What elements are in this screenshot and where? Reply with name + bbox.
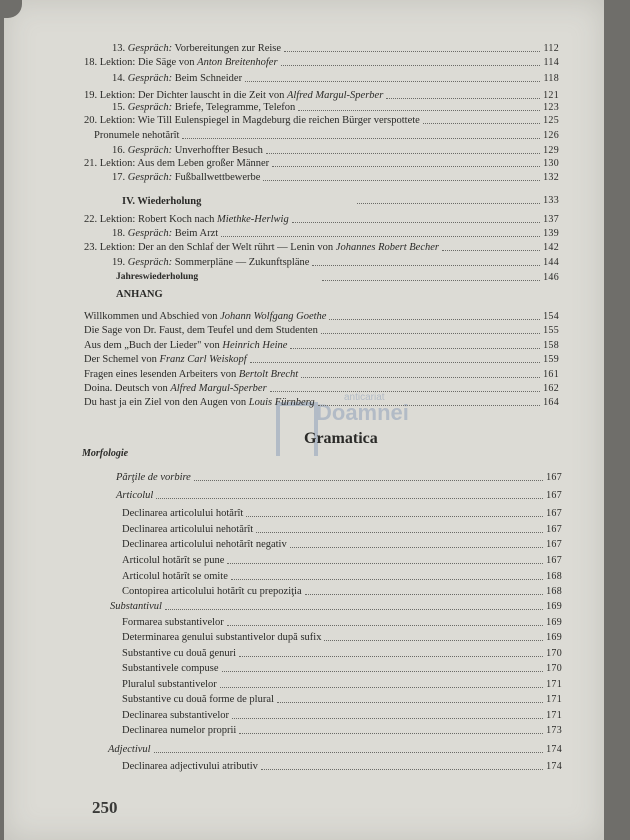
toc-entry-text: Articolul hotărît se pune xyxy=(122,555,225,566)
dot-leader xyxy=(227,625,543,626)
section-title-gramatica: Gramatica xyxy=(304,430,378,447)
dot-leader xyxy=(292,222,540,223)
watermark-brand: Doamnei xyxy=(316,400,409,425)
toc-page-number: 174 xyxy=(546,761,562,772)
toc-entry-text: Doina. Deutsch von xyxy=(84,383,171,394)
toc-entry-text: Declinarea articolului hotărît xyxy=(122,508,244,519)
toc-entry-italic: Gespräch: xyxy=(127,172,173,183)
dot-leader xyxy=(270,391,540,392)
toc-page-number: 167 xyxy=(546,524,562,535)
toc-entry xyxy=(116,472,562,484)
toc-entry xyxy=(112,228,559,240)
toc-entry-text: Contopirea articolului hotărît cu prepoziţia xyxy=(122,586,302,597)
toc-entry xyxy=(319,272,559,284)
dot-leader xyxy=(250,362,540,363)
dot-leader xyxy=(194,480,543,481)
toc-entry xyxy=(84,115,559,127)
toc-entry-title xyxy=(84,311,326,323)
toc-entry-text: 15. xyxy=(112,102,128,113)
toc-entry-title xyxy=(122,524,253,536)
toc-page-number: 114 xyxy=(543,57,559,68)
toc-entry-text-tail: Vorbereitungen zur Reise xyxy=(172,43,282,54)
dot-leader xyxy=(227,563,543,564)
toc-page-number: 174 xyxy=(546,744,562,755)
toc-entry-title xyxy=(84,325,318,337)
dot-leader xyxy=(290,348,540,349)
dot-leader xyxy=(182,138,540,139)
toc-entry xyxy=(84,242,559,254)
dot-leader xyxy=(423,123,540,124)
toc-entry-title xyxy=(122,586,302,598)
dot-leader xyxy=(324,640,543,641)
toc-page-number: 171 xyxy=(546,679,562,690)
table-of-contents xyxy=(4,0,604,840)
heading-anhang: ANHANG xyxy=(116,289,163,300)
toc-entry-italic: Părţile de vorbire xyxy=(116,472,191,483)
toc-page-number: 173 xyxy=(546,725,562,736)
toc-entry xyxy=(84,397,559,409)
dot-leader xyxy=(329,319,540,320)
toc-entry xyxy=(122,555,562,567)
toc-page-number: 162 xyxy=(543,383,559,394)
toc-entry-text: Declinarea adjectivului atributiv xyxy=(122,761,258,772)
toc-entry-text: 18. xyxy=(112,228,128,239)
toc-entry-title xyxy=(112,172,260,184)
toc-entry-title xyxy=(122,508,243,520)
toc-page-number: 167 xyxy=(546,555,562,566)
dot-leader xyxy=(261,769,543,770)
toc-entry-text-tail: Briefe, Telegramme, Telefon xyxy=(172,102,296,113)
toc-entry-italic: Anton Breitenhofer xyxy=(197,57,278,68)
toc-page-number: 161 xyxy=(543,369,559,380)
toc-entry-text: Declinarea articolului nehotărît negativ xyxy=(122,539,287,550)
toc-entry-title xyxy=(122,761,258,773)
toc-page-number: 164 xyxy=(543,397,559,408)
toc-entry-italic: Gespräch: xyxy=(127,73,173,84)
toc-page-number: 130 xyxy=(543,158,559,169)
dot-leader xyxy=(318,405,541,406)
toc-page-number: 167 xyxy=(546,490,562,501)
toc-page-number: 170 xyxy=(546,663,562,674)
toc-entry xyxy=(122,617,562,629)
toc-entry-italic: Alfred Margul-Sperber xyxy=(286,90,384,101)
toc-entry xyxy=(112,145,559,157)
dot-leader xyxy=(442,250,540,251)
toc-entry-text: Determinarea genului substantivelor după sufix xyxy=(122,632,322,643)
toc-entry xyxy=(122,539,562,551)
toc-page-number: 158 xyxy=(543,340,559,351)
toc-entry-text: 22. Lektion: Robert Koch nach xyxy=(84,214,217,225)
toc-entry-italic: Adjectivul xyxy=(108,744,151,755)
toc-entry-text: Pronumele nehotărît xyxy=(94,130,180,141)
page-number: 250 xyxy=(92,798,118,817)
toc-entry xyxy=(112,73,559,85)
toc-entry-text: Formarea substantivelor xyxy=(122,617,224,628)
toc-entry-italic: Articolul xyxy=(116,490,154,501)
toc-entry-title xyxy=(116,490,153,502)
toc-entry xyxy=(84,90,559,102)
toc-entry xyxy=(122,524,562,536)
dot-leader xyxy=(281,65,541,66)
toc-entry-title xyxy=(116,472,191,484)
toc-entry-title xyxy=(84,115,420,127)
toc-entry-title xyxy=(112,228,218,240)
toc-entry-title xyxy=(112,43,281,55)
toc-page-number: 167 xyxy=(546,472,562,483)
toc-entry xyxy=(94,130,559,142)
toc-entry xyxy=(122,586,562,598)
toc-page-number: 118 xyxy=(543,73,559,84)
morfologie-label: Morfologie xyxy=(82,448,129,459)
toc-page-number: 129 xyxy=(543,145,559,156)
toc-entry-italic: Johann Wolfgang Goethe xyxy=(220,311,327,322)
dot-leader xyxy=(301,377,540,378)
watermark-small-text: anticariat xyxy=(344,392,385,403)
toc-entry-text: 16. xyxy=(112,145,128,156)
toc-entry xyxy=(112,257,559,269)
toc-entry-text: 19. Lektion: Der Dichter lauscht in die Zeit von xyxy=(84,90,287,101)
toc-entry xyxy=(84,311,559,323)
toc-page-number: 171 xyxy=(546,710,562,721)
toc-page-number: 123 xyxy=(543,102,559,113)
toc-entry-text-tail: Beim Schneider xyxy=(172,73,243,84)
toc-entry-text: 18. Lektion: Die Säge von xyxy=(84,57,198,68)
toc-page-number: 146 xyxy=(543,272,559,283)
toc-entry-text: Willkommen und Abschied von xyxy=(84,311,221,322)
toc-entry xyxy=(122,679,562,691)
toc-page-number: 125 xyxy=(543,115,559,126)
toc-entry-title xyxy=(122,648,236,660)
toc-entry-title xyxy=(112,73,242,85)
toc-entry-title xyxy=(122,539,287,551)
dot-leader xyxy=(312,265,540,266)
toc-page-number: 171 xyxy=(546,694,562,705)
toc-entry xyxy=(84,325,559,337)
toc-entry-title xyxy=(122,571,228,583)
toc-entry-text: Fragen eines lesenden Arbeiters von xyxy=(84,369,239,380)
toc-entry-text: Du hast ja ein Ziel von den Augen von xyxy=(84,397,249,408)
heading-jahreswiederholung: Jahreswiederholung xyxy=(116,272,199,282)
toc-entry-title xyxy=(122,663,219,675)
heading-wiederholung: IV. Wiederholung xyxy=(122,196,202,207)
dot-leader xyxy=(322,280,540,281)
toc-entry-title xyxy=(112,145,263,157)
toc-entry-text: Articolul hotărît se omite xyxy=(122,571,228,582)
toc-page-number: 170 xyxy=(546,648,562,659)
dot-leader xyxy=(165,609,543,610)
toc-page-number: 112 xyxy=(543,43,559,54)
dot-leader xyxy=(222,671,544,672)
book-page xyxy=(4,0,604,840)
toc-entry xyxy=(122,571,562,583)
toc-entry-title xyxy=(110,601,162,613)
toc-entry xyxy=(84,214,559,226)
toc-entry-text: Substantive cu două genuri xyxy=(122,648,237,659)
toc-entry-title xyxy=(84,158,269,170)
dot-leader xyxy=(246,516,543,517)
toc-entry-title xyxy=(84,214,289,226)
dot-leader xyxy=(239,656,543,657)
dot-leader xyxy=(290,547,543,548)
toc-entry-text: 14. xyxy=(112,73,128,84)
dot-leader xyxy=(357,203,540,204)
toc-entry-text: 21. Lektion: Aus dem Leben großer Männer xyxy=(84,158,270,169)
toc-entry xyxy=(84,57,559,69)
toc-entry-text-tail: Beim Arzt xyxy=(172,228,219,239)
toc-entry-title xyxy=(122,679,217,691)
dot-leader xyxy=(154,752,544,753)
dot-leader xyxy=(321,333,540,334)
toc-page-number: 168 xyxy=(546,586,562,597)
toc-entry xyxy=(122,725,562,737)
toc-entry xyxy=(84,383,559,395)
toc-entry-text: 23. Lektion: Der an den Schlaf der Welt rührt — Lenin von xyxy=(84,242,336,253)
dot-leader xyxy=(220,687,543,688)
toc-entry-title xyxy=(84,383,267,395)
dot-leader xyxy=(266,153,540,154)
toc-page-number: 139 xyxy=(543,228,559,239)
toc-entry xyxy=(108,744,562,756)
toc-entry xyxy=(116,490,562,502)
toc-entry xyxy=(122,648,562,660)
toc-page-number: 142 xyxy=(543,242,559,253)
dot-leader xyxy=(156,498,543,499)
dot-leader xyxy=(386,98,540,99)
toc-entry-italic: Alfred Margul-Sperber xyxy=(170,383,267,394)
toc-entry-title xyxy=(122,632,321,644)
toc-entry-italic: Miethke-Herlwig xyxy=(216,214,289,225)
toc-entry-italic: Bertolt Brecht xyxy=(238,369,299,380)
toc-entry-title xyxy=(84,90,383,102)
toc-page-number: 169 xyxy=(546,632,562,643)
toc-entry xyxy=(112,172,559,184)
toc-entry xyxy=(110,601,562,613)
toc-entry-title xyxy=(112,257,309,269)
toc-entry-italic: Gespräch: xyxy=(127,43,173,54)
toc-entry-title xyxy=(112,102,295,114)
toc-page-number: 154 xyxy=(543,311,559,322)
toc-page-number: 137 xyxy=(543,214,559,225)
toc-entry-italic: Heinrich Heine xyxy=(222,340,288,351)
toc-entry-text-tail: Fußballwettbewerbe xyxy=(172,172,261,183)
toc-page-number: 169 xyxy=(546,601,562,612)
toc-entry xyxy=(112,43,559,55)
toc-entry-italic: Gespräch: xyxy=(127,228,173,239)
toc-entry-title xyxy=(84,340,287,352)
toc-entry-text: Der Schemel von xyxy=(84,354,160,365)
toc-entry-title xyxy=(122,555,224,567)
toc-entry-text: 19. xyxy=(112,257,128,268)
toc-entry-text: 17. xyxy=(112,172,128,183)
dot-leader xyxy=(232,718,543,719)
toc-entry-text: Substantive cu două forme de plural xyxy=(122,694,274,705)
toc-entry-title xyxy=(84,242,439,254)
dot-leader xyxy=(245,81,540,82)
toc-page-number: 133 xyxy=(543,195,559,206)
toc-entry xyxy=(354,195,559,207)
toc-entry xyxy=(84,369,559,381)
toc-entry-title xyxy=(84,397,315,409)
toc-entry-text: Declinarea articolului nehotărît xyxy=(122,524,254,535)
toc-entry-title xyxy=(84,57,278,69)
toc-page-number: 167 xyxy=(546,508,562,519)
toc-entry-title xyxy=(84,369,298,381)
dot-leader xyxy=(277,702,543,703)
toc-entry xyxy=(122,663,562,675)
toc-entry-title xyxy=(122,710,229,722)
toc-entry-title xyxy=(122,694,274,706)
dot-leader xyxy=(231,579,543,580)
dot-leader xyxy=(256,532,543,533)
toc-entry-italic: Gespräch: xyxy=(127,102,173,113)
dot-leader xyxy=(239,733,543,734)
toc-page-number: 126 xyxy=(543,130,559,141)
toc-page-number: 121 xyxy=(543,90,559,101)
toc-entry-text: Substantivele compuse xyxy=(122,663,219,674)
toc-entry xyxy=(84,340,559,352)
toc-entry-text: Aus dem „Buch der Lieder" von xyxy=(84,340,223,351)
toc-page-number: 144 xyxy=(543,257,559,268)
toc-page-number: 155 xyxy=(543,325,559,336)
toc-entry-text-tail: Unverhoffter Besuch xyxy=(172,145,263,156)
toc-entry-text: Die Sage von Dr. Faust, dem Teufel und dem Studenten xyxy=(84,325,318,336)
toc-entry xyxy=(84,354,559,366)
dot-leader xyxy=(221,236,540,237)
dot-leader xyxy=(272,166,540,167)
toc-entry-italic: Gespräch: xyxy=(127,145,173,156)
toc-entry-italic: Johannes Robert Becher xyxy=(335,242,439,253)
toc-entry xyxy=(112,102,559,114)
toc-entry-italic: Gespräch: xyxy=(127,257,173,268)
toc-page-number: 132 xyxy=(543,172,559,183)
toc-entry-title xyxy=(84,354,247,366)
toc-entry xyxy=(122,632,562,644)
toc-page-number: 159 xyxy=(543,354,559,365)
toc-page-number: 167 xyxy=(546,539,562,550)
toc-page-number: 169 xyxy=(546,617,562,628)
toc-entry-title xyxy=(122,725,236,737)
toc-entry-italic: Substantivul xyxy=(110,601,162,612)
toc-page-number: 168 xyxy=(546,571,562,582)
toc-entry xyxy=(122,694,562,706)
toc-entry-text: 13. xyxy=(112,43,128,54)
toc-entry-text: Declinarea numelor proprii xyxy=(122,725,237,736)
dot-leader xyxy=(284,51,540,52)
toc-entry-title xyxy=(108,744,151,756)
toc-entry xyxy=(122,508,562,520)
toc-entry-italic: Louis Fürnberg xyxy=(248,397,315,408)
toc-entry-italic: Franz Carl Weiskopf xyxy=(159,354,247,365)
toc-entry-text: Pluralul substantivelor xyxy=(122,679,217,690)
toc-entry xyxy=(122,710,562,722)
toc-entry xyxy=(84,158,559,170)
dot-leader xyxy=(298,110,540,111)
toc-entry xyxy=(122,761,562,773)
toc-entry-title xyxy=(94,130,179,142)
dot-leader xyxy=(305,594,543,595)
toc-entry-text: 20. Lektion: Wie Till Eulenspiegel in Magdeburg die reichen Bürger verspottete xyxy=(84,115,420,126)
dot-leader xyxy=(263,180,540,181)
toc-entry-text: Declinarea substantivelor xyxy=(122,710,229,721)
toc-entry-text-tail: Sommerpläne — Zukunftspläne xyxy=(172,257,310,268)
toc-entry-title xyxy=(122,617,224,629)
